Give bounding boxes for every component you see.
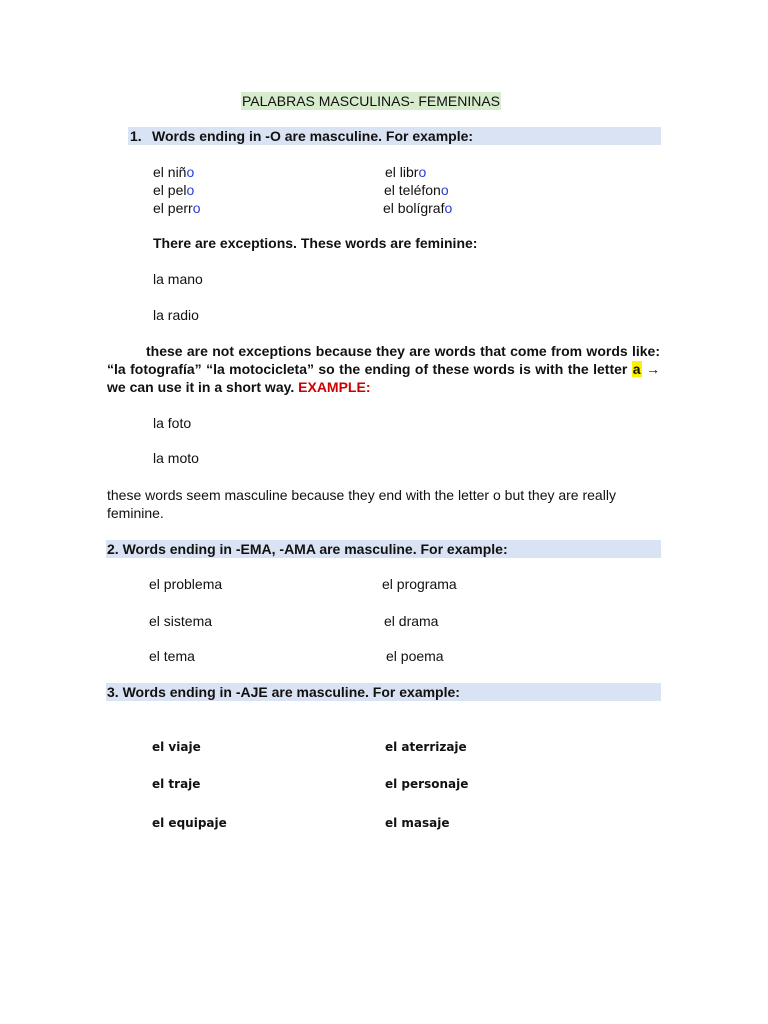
word-item: el equipaje [152, 816, 227, 830]
short-word: la moto [153, 450, 199, 466]
highlighted-letter: a [632, 361, 641, 377]
section1-number: 1. [130, 128, 142, 144]
section2-heading: 2. Words ending in -EMA, -AMA are masculine. For example: [107, 541, 508, 557]
arrow-icon: → [646, 361, 661, 377]
word-item: el problema [149, 576, 223, 592]
exception-word: la radio [153, 307, 199, 323]
word-item: el personaje [385, 777, 469, 791]
short-word: la foto [153, 415, 192, 431]
word-item: el programa [382, 576, 457, 592]
section1-heading: Words ending in -O are masculine. For example: [152, 128, 474, 144]
word-item: el pelo [153, 182, 195, 198]
word-item: el teléfono [384, 182, 449, 198]
closing-note: these words seem masculine because they end with the letter o but they are really feminine. [107, 487, 616, 521]
word-item: el niño [153, 164, 195, 180]
example-label: EXAMPLE: [298, 379, 371, 395]
word-item: el masaje [385, 816, 450, 830]
word-item: el traje [152, 777, 201, 791]
word-item: el viaje [152, 740, 201, 754]
exception-word: la mano [153, 271, 203, 287]
word-item: el sistema [149, 613, 213, 629]
section3-heading: 3. Words ending in -AJE are masculine. For example: [107, 684, 460, 700]
word-item: el perro [153, 200, 201, 216]
word-item: el libro [385, 164, 427, 180]
exceptions-label: There are exceptions. These words are feminine: [153, 235, 478, 251]
word-item: el bolígrafo [383, 200, 453, 216]
word-item: el aterrizaje [385, 740, 467, 754]
page-title: PALABRAS MASCULINAS- FEMENINAS [242, 93, 501, 109]
word-item: el tema [149, 648, 195, 664]
exceptions-note: these are not exceptions because they are words that come from words like: “la fotografía” “la motocicleta” so the ending of these words is with the letter a → we can use it in a short way. EXAMPLE: [107, 343, 661, 395]
word-item: el drama [384, 613, 439, 629]
word-item: el poema [386, 648, 444, 664]
